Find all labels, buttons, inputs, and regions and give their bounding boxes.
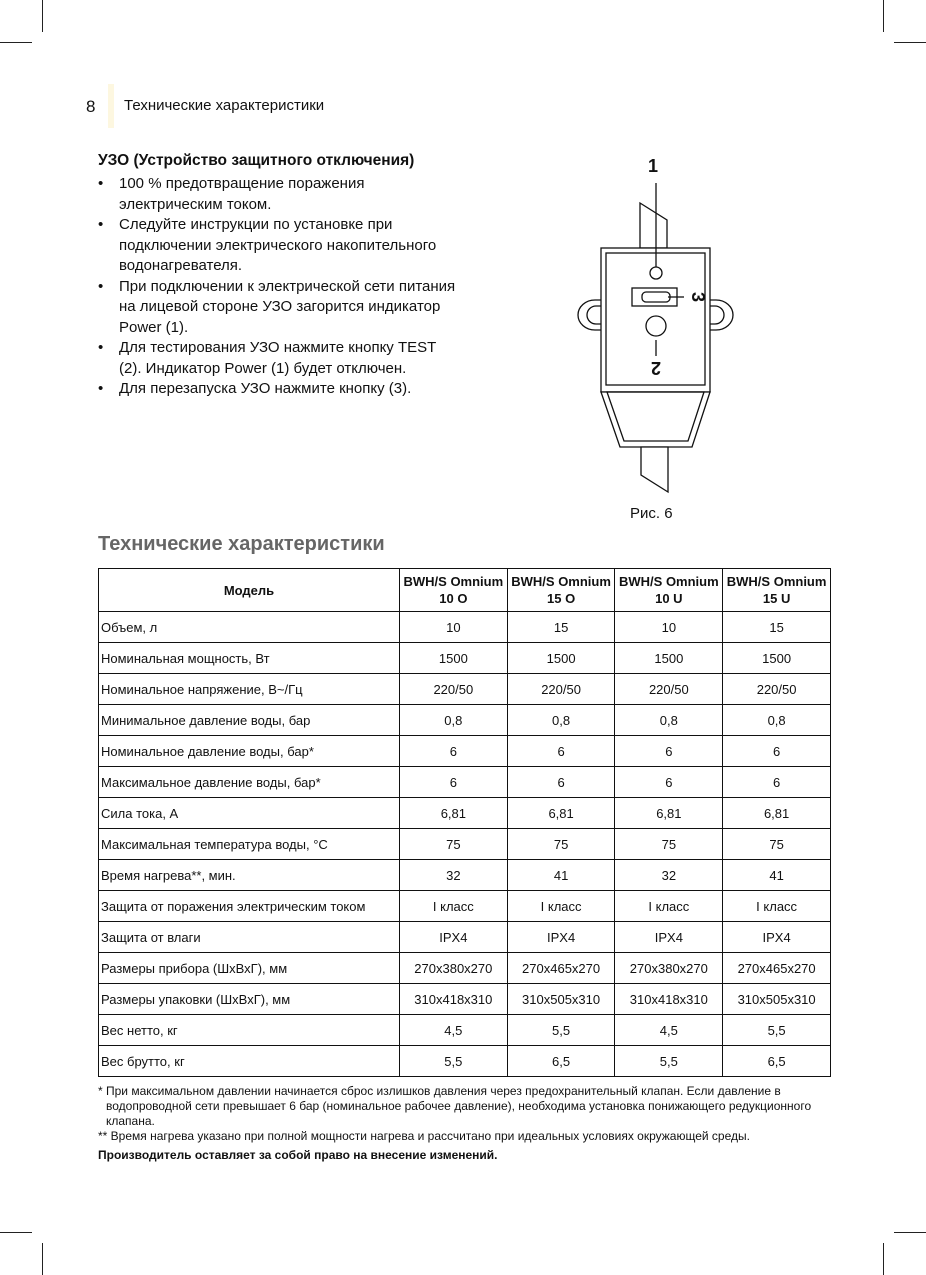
table-cell: 6 — [615, 767, 723, 798]
table-cell: 6 — [507, 767, 615, 798]
label-2: 2 — [650, 358, 662, 378]
table-cell: 220/50 — [399, 674, 507, 705]
table-cell: 75 — [615, 829, 723, 860]
table-row — [99, 767, 831, 798]
specs-table — [98, 568, 831, 1077]
table-cell: 6,5 — [507, 1046, 615, 1077]
row-label: Номинальная мощность, Вт — [99, 643, 400, 674]
table-row — [99, 736, 831, 767]
table-cell: 4,5 — [399, 1015, 507, 1046]
row-label: Вес брутто, кг — [99, 1046, 400, 1077]
table-cell: 75 — [507, 829, 615, 860]
table-row — [99, 829, 831, 860]
table-cell: 310x418x310 — [399, 984, 507, 1015]
table-cell: 32 — [399, 860, 507, 891]
page-number: 8 — [86, 97, 96, 116]
table-row — [99, 891, 831, 922]
row-label: Время нагрева**, мин. — [99, 860, 400, 891]
table-cell: 310x505x310 — [723, 984, 831, 1015]
row-label: Размеры упаковки (ШхВхГ), мм — [99, 984, 400, 1015]
table-row — [99, 953, 831, 984]
table-cell: 6 — [723, 767, 831, 798]
table-cell: 6,81 — [399, 798, 507, 829]
table-cell: 1500 — [507, 643, 615, 674]
table-row — [99, 922, 831, 953]
list-item: • Для тестирования УЗО нажмите кнопку TEST (2). Индикатор Power (1) будет отключен. — [98, 338, 458, 379]
row-label: Объем, л — [99, 612, 400, 643]
table-cell: 41 — [723, 860, 831, 891]
row-label: Размеры прибора (ШхВхГ), мм — [99, 953, 400, 984]
crop-mark — [0, 1232, 32, 1233]
table-row — [99, 1046, 831, 1077]
table-cell: 310x418x310 — [615, 984, 723, 1015]
footnote-1: * При максимальном давлении начинается сброс излишков давления через предохранительный клапан. Если давление в водопроводной сети превышает 6 бар (номинальное рабочее давление), необходима установка понижающего редукционного клапана. — [98, 1084, 812, 1128]
row-label: Сила тока, А — [99, 798, 400, 829]
crop-mark — [42, 1243, 43, 1275]
table-cell: 1500 — [399, 643, 507, 674]
table-cell: 10 — [615, 612, 723, 643]
model-column-header: BWH/S Omnium 15 O — [507, 569, 615, 612]
table-cell: I класс — [615, 891, 723, 922]
disclaimer: Производитель оставляет за собой право на внесение изменений. — [98, 1148, 498, 1162]
table-cell: 6 — [399, 767, 507, 798]
table-cell: 15 — [507, 612, 615, 643]
table-cell: 15 — [723, 612, 831, 643]
table-cell: 41 — [507, 860, 615, 891]
table-cell: IPX4 — [399, 922, 507, 953]
list-item: • При подключении к электрической сети питания на лицевой стороне УЗО загорится индикатор Power (1). — [98, 277, 458, 339]
footnotes — [98, 1084, 838, 1163]
table-cell: 5,5 — [615, 1046, 723, 1077]
table-row — [99, 643, 831, 674]
table-cell: 270x380x270 — [615, 953, 723, 984]
table-cell: 6,5 — [723, 1046, 831, 1077]
table-cell: 6,81 — [507, 798, 615, 829]
table-cell: 6 — [507, 736, 615, 767]
table-cell: 220/50 — [507, 674, 615, 705]
table-row — [99, 984, 831, 1015]
row-label: Номинальное давление воды, бар* — [99, 736, 400, 767]
table-cell: 220/50 — [723, 674, 831, 705]
table-cell: 6,81 — [615, 798, 723, 829]
row-label: Номинальное напряжение, В~/Гц — [99, 674, 400, 705]
table-cell: IPX4 — [723, 922, 831, 953]
table-cell: 6 — [723, 736, 831, 767]
list-item: • Для перезапуска УЗО нажмите кнопку (3). — [98, 379, 458, 400]
table-cell: 5,5 — [399, 1046, 507, 1077]
table-cell: 1500 — [615, 643, 723, 674]
label-1: 1 — [647, 156, 659, 176]
table-cell: 270x465x270 — [507, 953, 615, 984]
model-column-header: BWH/S Omnium 10 U — [615, 569, 723, 612]
rcd-diagram — [0, 0, 926, 520]
row-label: Защита от поражения электрическим током — [99, 891, 400, 922]
table-cell: 0,8 — [615, 705, 723, 736]
table-cell: IPX4 — [507, 922, 615, 953]
list-item: • 100 % предотвращение поражения электрическим током. — [98, 174, 458, 215]
table-cell: 75 — [399, 829, 507, 860]
table-cell: 5,5 — [723, 1015, 831, 1046]
label-3: 3 — [688, 291, 708, 303]
table-cell: 6 — [399, 736, 507, 767]
table-cell: 0,8 — [507, 705, 615, 736]
model-label-header: Модель — [99, 569, 400, 612]
row-label: Защита от влаги — [99, 922, 400, 953]
running-header: Технические характеристики — [124, 97, 325, 114]
footnote-2: ** Время нагрева указано при полной мощности нагрева и рассчитано при идеальных условиях окружающей среды. — [98, 1129, 750, 1143]
model-column-header: BWH/S Omnium 15 U — [723, 569, 831, 612]
table-row — [99, 798, 831, 829]
crop-mark — [894, 1232, 926, 1233]
table-cell: 6,81 — [723, 798, 831, 829]
list-item: • Следуйте инструкции по установке при подключении электрического накопительного водонагревателя. — [98, 215, 458, 277]
table-cell: 220/50 — [615, 674, 723, 705]
table-cell: I класс — [399, 891, 507, 922]
table-cell: I класс — [507, 891, 615, 922]
table-cell: 0,8 — [399, 705, 507, 736]
table-cell: 32 — [615, 860, 723, 891]
table-row — [99, 1015, 831, 1046]
row-label: Максимальное давление воды, бар* — [99, 767, 400, 798]
table-cell: I класс — [723, 891, 831, 922]
row-label: Минимальное давление воды, бар — [99, 705, 400, 736]
row-label: Вес нетто, кг — [99, 1015, 400, 1046]
table-cell: 10 — [399, 612, 507, 643]
table-cell: 270x380x270 — [399, 953, 507, 984]
table-cell: 4,5 — [615, 1015, 723, 1046]
table-cell: 310x505x310 — [507, 984, 615, 1015]
table-cell: 6 — [615, 736, 723, 767]
table-cell: IPX4 — [615, 922, 723, 953]
model-column-header: BWH/S Omnium 10 O — [399, 569, 507, 612]
table-row — [99, 860, 831, 891]
rcd-heading: УЗО (Устройство защитного отключения) — [98, 152, 415, 169]
table-cell: 1500 — [723, 643, 831, 674]
table-cell: 75 — [723, 829, 831, 860]
table-row — [99, 705, 831, 736]
table-cell: 270x465x270 — [723, 953, 831, 984]
table-row — [99, 612, 831, 643]
table-cell: 5,5 — [507, 1015, 615, 1046]
row-label: Максимальная температура воды, °С — [99, 829, 400, 860]
figure-caption: Рис. 6 — [630, 505, 673, 522]
table-row — [99, 674, 831, 705]
specs-heading: Технические характеристики — [98, 533, 385, 555]
table-cell: 0,8 — [723, 705, 831, 736]
crop-mark — [883, 1243, 884, 1275]
